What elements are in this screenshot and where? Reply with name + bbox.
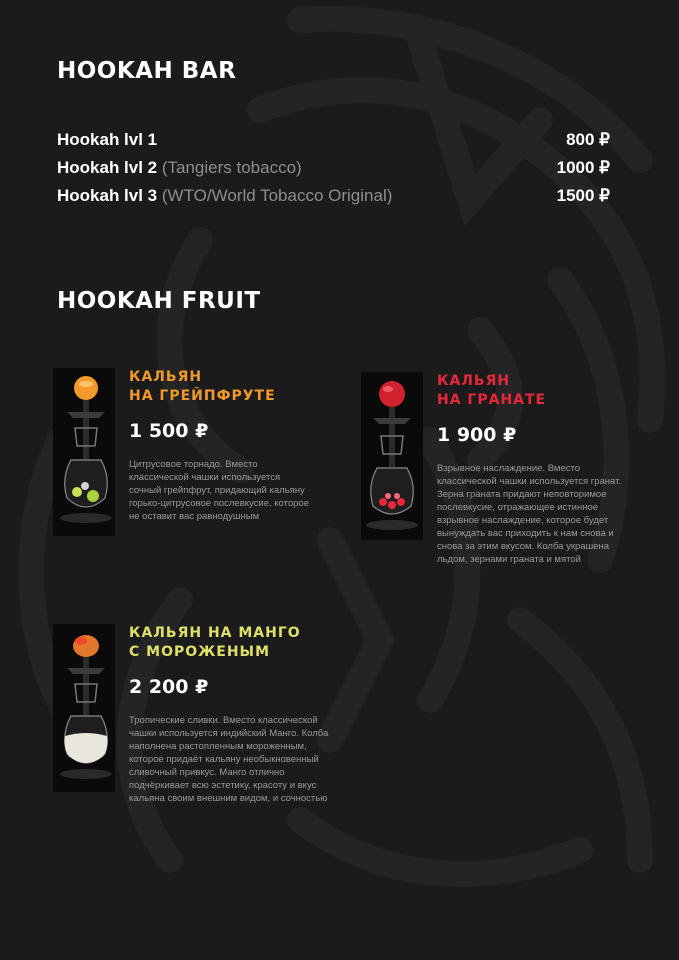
- product-title-line: КАЛЬЯН: [129, 369, 203, 385]
- section-title-hookah-fruit: HOOKAH FRUIT: [57, 288, 261, 314]
- product-description: Тропические сливки. Вместо классической чашки используется индийский Манго. Колба наполнена растопленным мороженным, которое придаёт кальяну необыкновенный сливочный привкус. Манго отлично подчёркивает всю эстетику, красоту и вкус кальяна своим внешним видом, и сочностью: [129, 715, 329, 804]
- product-title-line: НА ГРЕЙПФРУТЕ: [129, 388, 276, 404]
- product-description: Цитрусовое торнадо. Вместо классической чашки используется сочный грейпфрут, придающий кальяну горько-цитрусовое послевкусие, которое не оставит вас равнодушным: [129, 459, 309, 522]
- price-item-name: Hookah lvl 3: [57, 186, 158, 205]
- price-list: [57, 130, 610, 214]
- price-row: [57, 158, 610, 186]
- product-price: 2 200 ₽: [129, 676, 209, 698]
- price-row: [57, 130, 610, 158]
- product-title-line: КАЛЬЯН НА МАНГО: [129, 625, 301, 641]
- price-item-value: 800 ₽: [566, 130, 610, 149]
- price-item-value: 1000 ₽: [556, 158, 610, 177]
- product-title-line: С МОРОЖЕНЫМ: [129, 644, 270, 660]
- price-item-name: Hookah lvl 1: [57, 130, 158, 149]
- hookah-mango-image: [53, 624, 115, 792]
- product-text: [129, 368, 314, 523]
- product-price: 1 500 ₽: [129, 420, 209, 442]
- product-title-line: КАЛЬЯН: [437, 373, 511, 389]
- price-item-note: (WTO/World Tobacco Original): [157, 186, 393, 205]
- price-item-name: Hookah lvl 2: [57, 158, 158, 177]
- price-item-value: 1500 ₽: [556, 186, 610, 205]
- product-title: [437, 372, 622, 410]
- product-description: Взрывное наслаждение. Вместо классической чашки используется гранат. Зерна граната придают неповторимое послевкусие, отражающее истинное взрывное наслаждение, которое будет вынуждать вас приходить к нам снова и снова за этим вкусом. Колба украшена льдом, зернами граната и мятой: [437, 463, 622, 565]
- section-title-hookah-bar: HOOKAH BAR: [57, 58, 237, 84]
- price-item-note: (Tangiers tobacco): [157, 158, 302, 177]
- price-row: [57, 186, 610, 214]
- product-title: [129, 368, 314, 406]
- hookah-pomegranate-image: [361, 372, 423, 540]
- hookah-grapefruit-image: [53, 368, 115, 536]
- product-text: [129, 624, 329, 805]
- product-title: [129, 624, 329, 662]
- product-text: [437, 372, 622, 566]
- product-price: 1 900 ₽: [437, 424, 517, 446]
- product-title-line: НА ГРАНАТЕ: [437, 392, 547, 408]
